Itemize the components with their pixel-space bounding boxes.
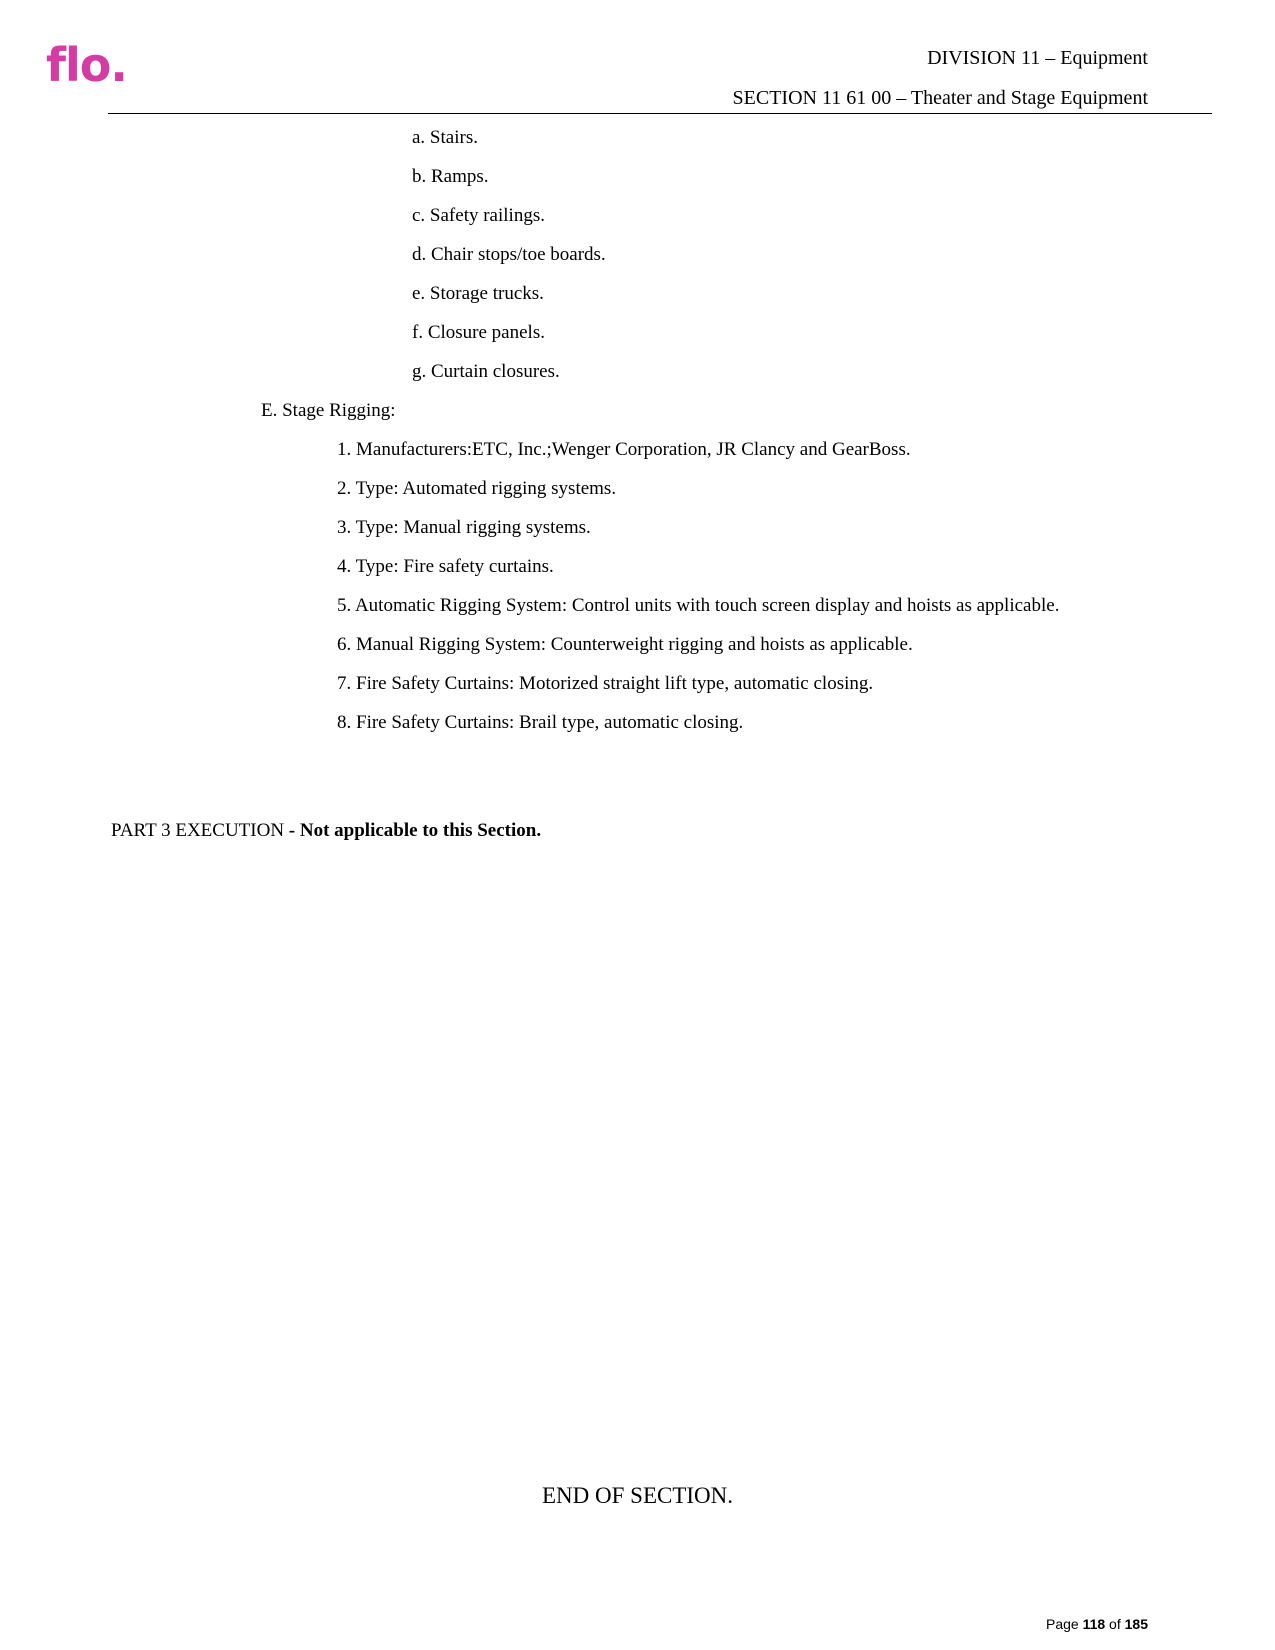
list-item-storage-trucks: e. Storage trucks.: [412, 283, 544, 304]
rigging-item-type-fire-curtains: 4. Type: Fire safety curtains.: [337, 556, 554, 577]
rigging-item-fire-curtains-motorized: 7. Fire Safety Curtains: Motorized straight lift type, automatic closing.: [337, 673, 874, 694]
list-item-stairs: a. Stairs.: [412, 127, 478, 148]
list-item-closure-panels: f. Closure panels.: [412, 322, 545, 343]
rigging-item-fire-curtains-brail: 8. Fire Safety Curtains: Brail type, automatic closing.: [337, 712, 744, 733]
rigging-item-manufacturers: 1. Manufacturers:ETC, Inc.;Wenger Corporation, JR Clancy and GearBoss.: [337, 439, 911, 460]
rigging-item-type-manual: 3. Type: Manual rigging systems.: [337, 517, 591, 538]
current-page: 118: [1082, 1616, 1106, 1632]
page-prefix: Page: [1045, 1616, 1083, 1632]
part-3-note: - Not applicable to this Section.: [284, 820, 542, 841]
list-item-safety-railings: c. Safety railings.: [412, 205, 545, 226]
stage-rigging-heading: E. Stage Rigging:: [261, 400, 396, 421]
list-item-curtain-closures: g. Curtain closures.: [412, 361, 560, 382]
flo-logo: flo.: [46, 38, 127, 92]
list-item-chair-stops: d. Chair stops/toe boards.: [412, 244, 606, 265]
page-of: of: [1105, 1616, 1125, 1632]
section-title: SECTION 11 61 00 – Theater and Stage Equipment: [732, 87, 1148, 109]
division-title: DIVISION 11 – Equipment: [927, 47, 1148, 69]
part-3-execution: [111, 819, 541, 843]
header-divider: [108, 113, 1212, 114]
rigging-item-type-automated: 2. Type: Automated rigging systems.: [337, 478, 617, 499]
page-number: [1046, 1615, 1148, 1633]
rigging-item-automatic-system: 5. Automatic Rigging System: Control units with touch screen display and hoists as applicable.: [337, 595, 1060, 616]
rigging-item-manual-system: 6. Manual Rigging System: Counterweight rigging and hoists as applicable.: [337, 634, 913, 655]
total-pages: 185: [1124, 1616, 1148, 1632]
list-item-ramps: b. Ramps.: [412, 166, 489, 187]
part-3-label: PART 3 EXECUTION: [111, 820, 285, 841]
end-of-section: END OF SECTION.: [541, 1483, 734, 1508]
